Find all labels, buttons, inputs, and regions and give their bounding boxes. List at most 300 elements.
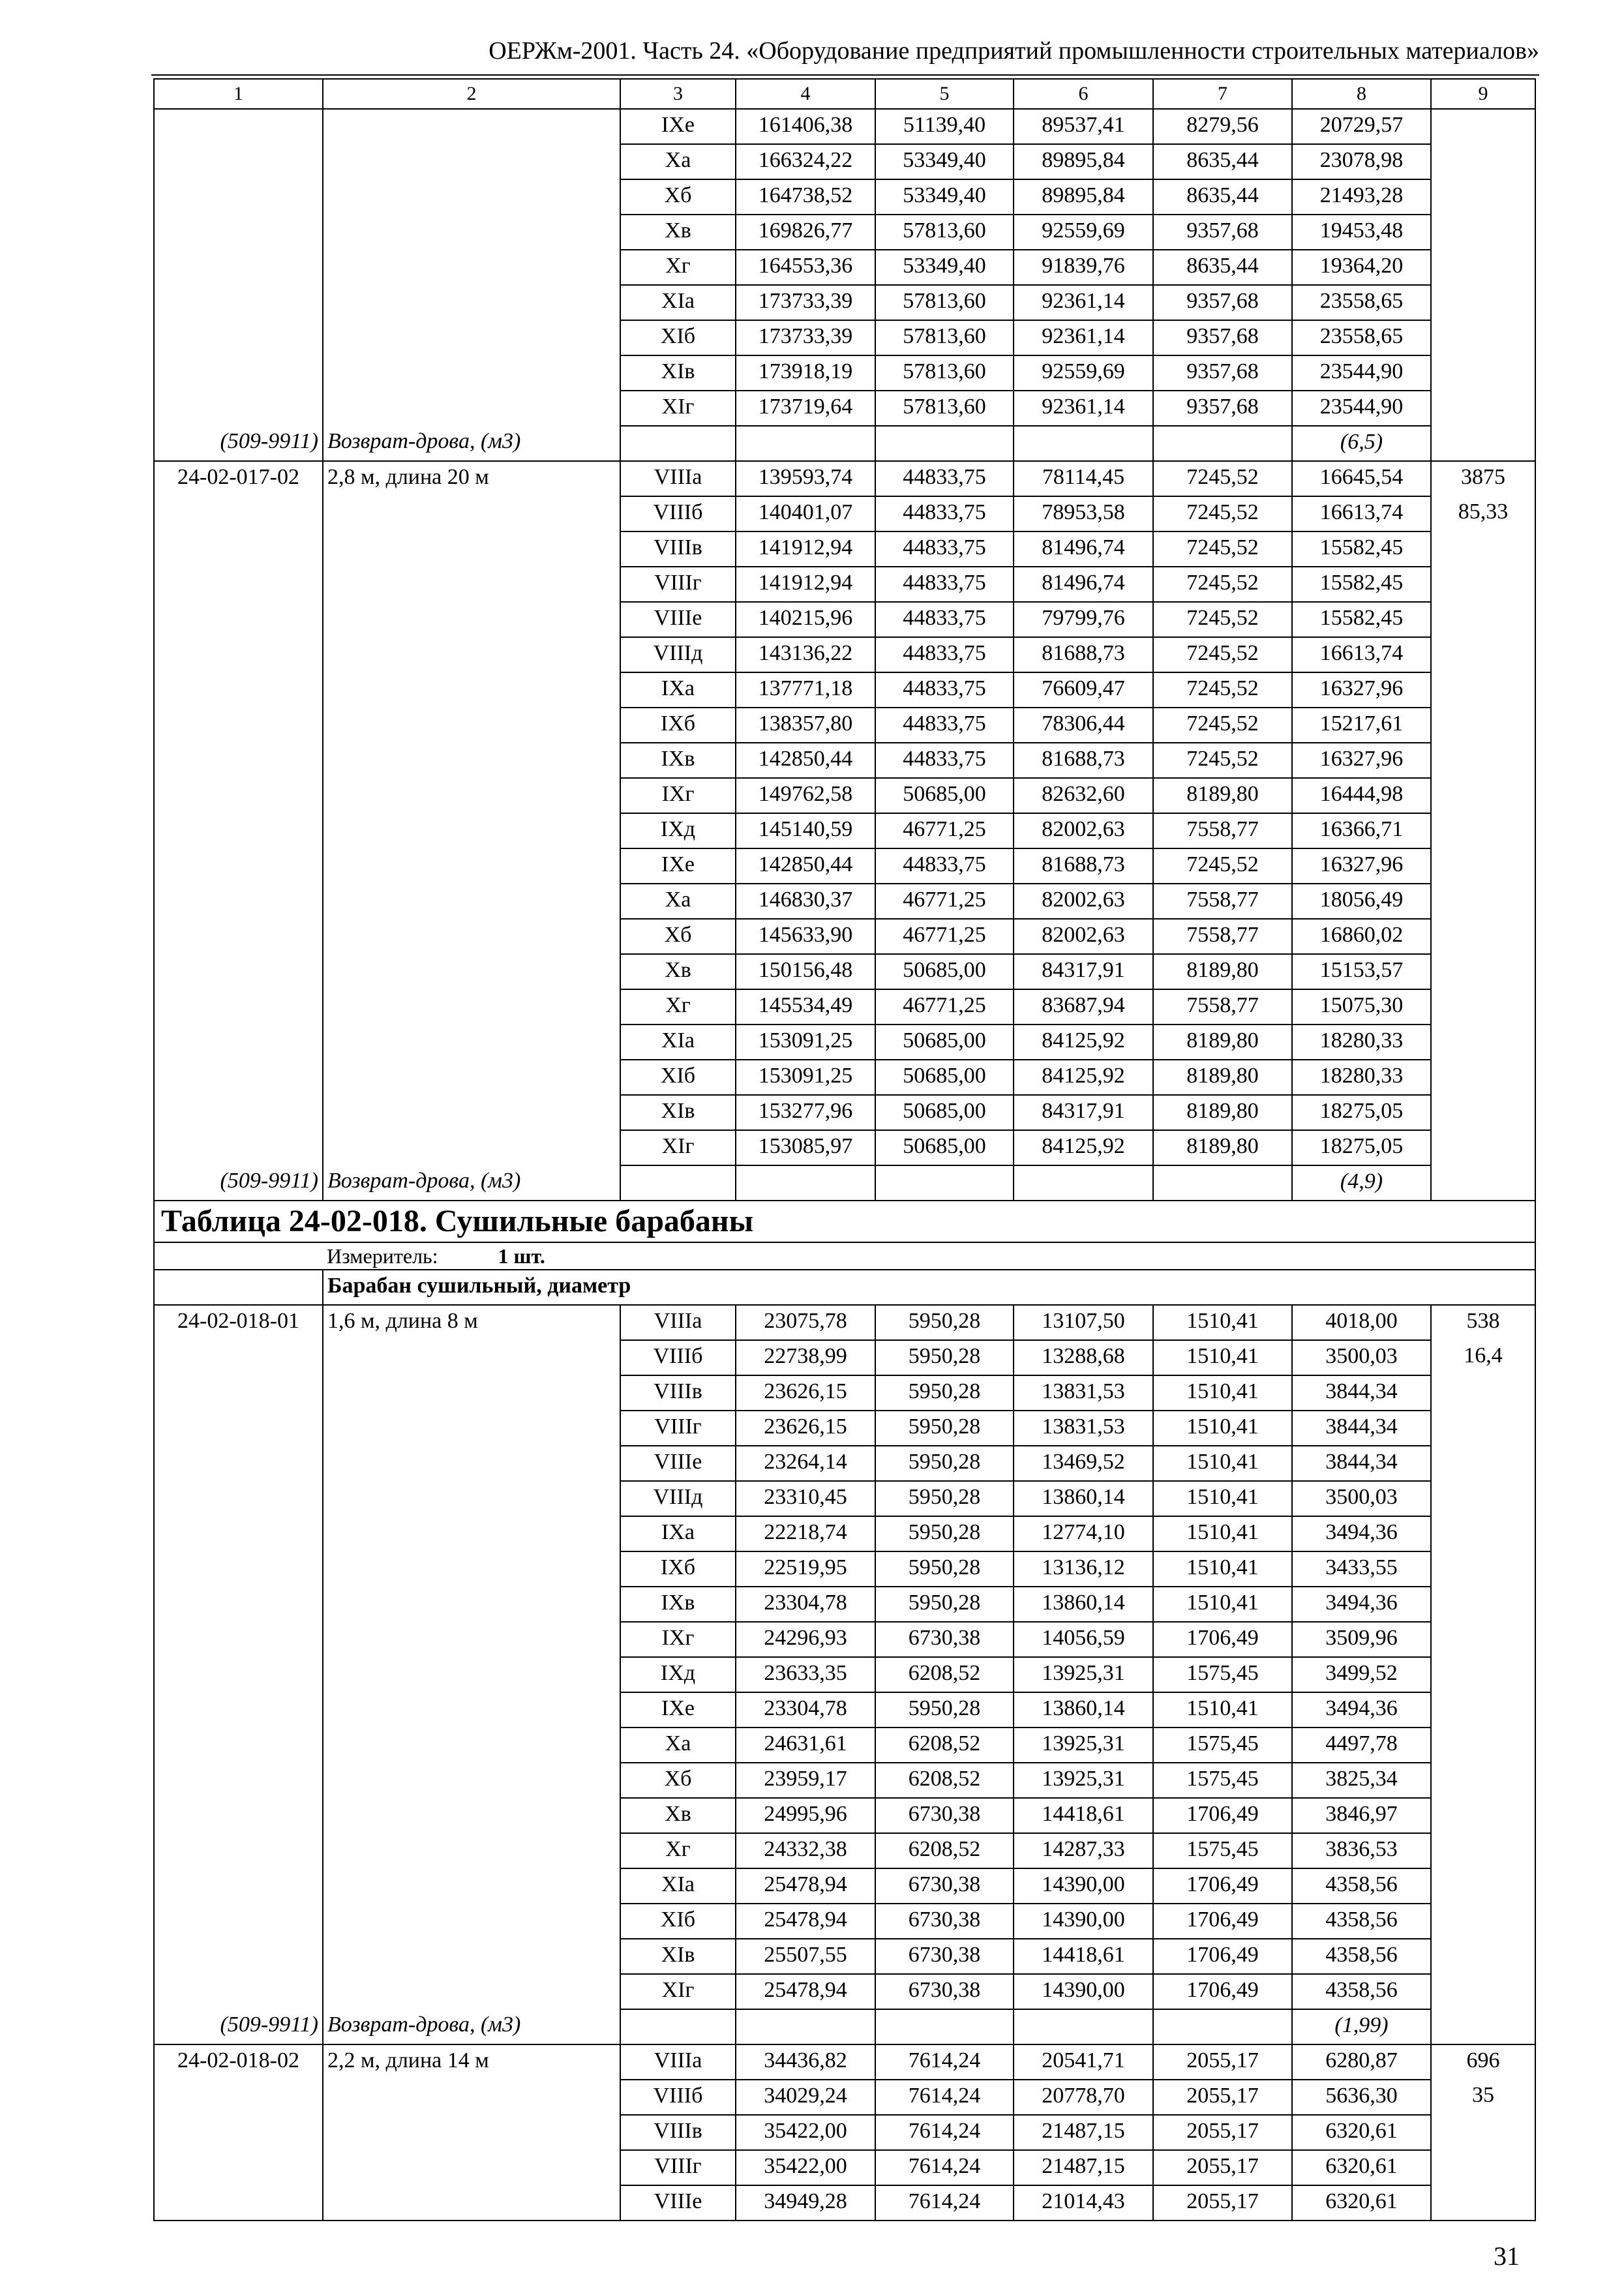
price-value-cell: 78953,58 xyxy=(1014,496,1153,531)
price-value-cell: 24631,61 xyxy=(736,1728,875,1763)
table-cell xyxy=(1153,426,1292,461)
price-value-cell: 141912,94 xyxy=(736,567,875,602)
price-value-cell: 6730,38 xyxy=(875,1868,1014,1904)
table-cell xyxy=(875,1165,1014,1201)
price-value-cell: 1706,49 xyxy=(1153,1974,1292,2009)
price-value-cell: 89537,41 xyxy=(1014,109,1153,144)
region-code-cell: VIIIб xyxy=(620,2080,736,2115)
price-table xyxy=(153,78,1536,2221)
region-code-cell: VIIIб xyxy=(620,496,736,531)
item-code-cell xyxy=(154,285,323,320)
price-value-cell: 164553,36 xyxy=(736,250,875,285)
extra-value-cell xyxy=(1431,1446,1535,1481)
price-value-cell: 5950,28 xyxy=(875,1481,1014,1516)
price-value-cell: 1575,45 xyxy=(1153,1763,1292,1798)
price-value-cell: 20541,71 xyxy=(1014,2044,1153,2080)
region-code-cell: VIIIв xyxy=(620,1375,736,1411)
price-value-cell: 57813,60 xyxy=(875,215,1014,250)
price-value-cell: 1706,49 xyxy=(1153,1904,1292,1939)
price-value-cell: 1575,45 xyxy=(1153,1728,1292,1763)
price-value-cell: 3494,36 xyxy=(1292,1516,1431,1551)
table-row xyxy=(154,708,1535,743)
extra-value-cell xyxy=(1431,1692,1535,1728)
extra-value-cell xyxy=(1431,1551,1535,1587)
price-value-cell: 1510,41 xyxy=(1153,1411,1292,1446)
price-value-cell: 57813,60 xyxy=(875,355,1014,391)
item-description-cell xyxy=(323,355,620,391)
price-value-cell: 1510,41 xyxy=(1153,1375,1292,1411)
price-value-cell: 16860,02 xyxy=(1292,919,1431,954)
item-code-cell xyxy=(154,2185,323,2221)
table-cell xyxy=(736,1165,875,1201)
price-value-cell: 44833,75 xyxy=(875,567,1014,602)
region-code-cell: Xг xyxy=(620,1833,736,1868)
extra-value-cell: 696 xyxy=(1431,2044,1535,2080)
item-code-cell: 24-02-018-02 xyxy=(154,2044,323,2080)
item-description-cell xyxy=(323,1763,620,1798)
table-row xyxy=(154,884,1535,919)
table-row xyxy=(154,2150,1535,2185)
table-cell xyxy=(875,426,1014,461)
price-value-cell: 7558,77 xyxy=(1153,989,1292,1025)
item-description-cell xyxy=(323,919,620,954)
price-value-cell: 7614,24 xyxy=(875,2080,1014,2115)
price-value-cell: 145633,90 xyxy=(736,919,875,954)
table-row xyxy=(154,2009,1535,2044)
table-row xyxy=(154,1728,1535,1763)
price-value-cell: 3509,96 xyxy=(1292,1622,1431,1657)
price-value-cell: 16327,96 xyxy=(1292,848,1431,884)
price-value-cell: 6208,52 xyxy=(875,1728,1014,1763)
item-description-cell xyxy=(323,1622,620,1657)
item-code-cell xyxy=(154,1130,323,1165)
price-value-cell: 82632,60 xyxy=(1014,778,1153,813)
price-value-cell: 53349,40 xyxy=(875,250,1014,285)
price-value-cell: 22519,95 xyxy=(736,1551,875,1587)
region-code-cell: Xб xyxy=(620,179,736,215)
price-value-cell: 14418,61 xyxy=(1014,1939,1153,1974)
region-code-cell: XIв xyxy=(620,355,736,391)
price-value-cell: 6320,61 xyxy=(1292,2150,1431,2185)
item-code-cell xyxy=(154,743,323,778)
table-row xyxy=(154,1939,1535,1974)
table-row xyxy=(154,1340,1535,1375)
item-description-cell xyxy=(323,1375,620,1411)
item-description-cell xyxy=(323,672,620,708)
price-value-cell: 92559,69 xyxy=(1014,355,1153,391)
price-value-cell: 18280,33 xyxy=(1292,1060,1431,1095)
item-description-cell xyxy=(323,1095,620,1130)
table-row xyxy=(154,1798,1535,1833)
table-cell xyxy=(736,2009,875,2044)
item-code-cell xyxy=(154,1481,323,1516)
price-value-cell: 57813,60 xyxy=(875,320,1014,355)
price-value-cell: 91839,76 xyxy=(1014,250,1153,285)
price-value-cell: 7558,77 xyxy=(1153,884,1292,919)
price-value-cell: 2055,17 xyxy=(1153,2150,1292,2185)
price-value-cell: 81496,74 xyxy=(1014,567,1153,602)
price-value-cell: 1706,49 xyxy=(1153,1939,1292,1974)
price-value-cell: 21014,43 xyxy=(1014,2185,1153,2221)
section-title: Таблица 24-02-018. Сушильные барабаны xyxy=(154,1201,1535,1242)
price-value-cell: 46771,25 xyxy=(875,884,1014,919)
price-value-cell: 9357,68 xyxy=(1153,215,1292,250)
item-code-cell xyxy=(154,179,323,215)
table-cell xyxy=(736,426,875,461)
extra-value-cell xyxy=(1431,1587,1535,1622)
extra-value-cell xyxy=(1431,567,1535,602)
price-value-cell: 8635,44 xyxy=(1153,179,1292,215)
region-code-cell: Xв xyxy=(620,1798,736,1833)
price-value-cell: 3844,34 xyxy=(1292,1411,1431,1446)
return-value-cell: (1,99) xyxy=(1292,2009,1431,2044)
region-code-cell: IXд xyxy=(620,1657,736,1692)
price-value-cell: 142850,44 xyxy=(736,743,875,778)
item-description-cell xyxy=(323,884,620,919)
price-value-cell: 23544,90 xyxy=(1292,355,1431,391)
extra-value-cell xyxy=(1431,1622,1535,1657)
item-code-cell xyxy=(154,1551,323,1587)
price-value-cell: 13107,50 xyxy=(1014,1305,1153,1340)
price-value-cell: 5950,28 xyxy=(875,1516,1014,1551)
item-code-cell xyxy=(154,1340,323,1375)
item-description-cell xyxy=(323,531,620,567)
price-value-cell: 13860,14 xyxy=(1014,1692,1153,1728)
price-value-cell: 44833,75 xyxy=(875,531,1014,567)
price-value-cell: 46771,25 xyxy=(875,813,1014,848)
table-row xyxy=(154,1622,1535,1657)
extra-value-cell xyxy=(1431,285,1535,320)
price-value-cell: 34949,28 xyxy=(736,2185,875,2221)
table-row xyxy=(154,461,1535,496)
price-value-cell: 7245,52 xyxy=(1153,531,1292,567)
header-rule xyxy=(151,74,1539,76)
price-value-cell: 81688,73 xyxy=(1014,848,1153,884)
price-value-cell: 13925,31 xyxy=(1014,1728,1153,1763)
price-value-cell: 1510,41 xyxy=(1153,1587,1292,1622)
item-code-cell: 24-02-018-01 xyxy=(154,1305,323,1340)
price-value-cell: 81688,73 xyxy=(1014,637,1153,672)
item-description-cell xyxy=(323,1446,620,1481)
item-description-cell xyxy=(323,179,620,215)
item-code-cell xyxy=(154,1516,323,1551)
item-code-cell xyxy=(154,1939,323,1974)
item-description-cell xyxy=(323,848,620,884)
table-row xyxy=(154,743,1535,778)
item-description-cell xyxy=(323,144,620,179)
region-code-cell: XIа xyxy=(620,1868,736,1904)
price-value-cell: 24332,38 xyxy=(736,1833,875,1868)
item-code-cell xyxy=(154,531,323,567)
price-value-cell: 16327,96 xyxy=(1292,672,1431,708)
extra-value-cell xyxy=(1431,1657,1535,1692)
price-value-cell: 5636,30 xyxy=(1292,2080,1431,2115)
price-value-cell: 78114,45 xyxy=(1014,461,1153,496)
item-code-cell xyxy=(154,1411,323,1446)
price-value-cell: 7245,52 xyxy=(1153,672,1292,708)
price-value-cell: 25478,94 xyxy=(736,1904,875,1939)
table-row xyxy=(154,1516,1535,1551)
price-value-cell: 3836,53 xyxy=(1292,1833,1431,1868)
price-value-cell: 5950,28 xyxy=(875,1446,1014,1481)
price-value-cell: 13860,14 xyxy=(1014,1481,1153,1516)
price-value-cell: 2055,17 xyxy=(1153,2185,1292,2221)
region-code-cell: IXе xyxy=(620,848,736,884)
price-value-cell: 3825,34 xyxy=(1292,1763,1431,1798)
price-value-cell: 6320,61 xyxy=(1292,2185,1431,2221)
price-value-cell: 7558,77 xyxy=(1153,813,1292,848)
table-row xyxy=(154,2185,1535,2221)
item-code-cell xyxy=(154,919,323,954)
region-code-cell: IXг xyxy=(620,778,736,813)
region-code-cell: XIб xyxy=(620,1060,736,1095)
table-row xyxy=(154,1833,1535,1868)
price-value-cell: 7245,52 xyxy=(1153,567,1292,602)
table-row xyxy=(154,1974,1535,2009)
item-description-cell xyxy=(323,1904,620,1939)
price-value-cell: 13925,31 xyxy=(1014,1657,1153,1692)
price-value-cell: 20729,57 xyxy=(1292,109,1431,144)
region-code-cell: Xг xyxy=(620,250,736,285)
price-value-cell: 92559,69 xyxy=(1014,215,1153,250)
table-row xyxy=(154,1095,1535,1130)
table-row xyxy=(154,1446,1535,1481)
price-value-cell: 150156,48 xyxy=(736,954,875,989)
price-value-cell: 15582,45 xyxy=(1292,567,1431,602)
extra-value-cell xyxy=(1431,672,1535,708)
price-value-cell: 149762,58 xyxy=(736,778,875,813)
table-row xyxy=(154,1025,1535,1060)
price-value-cell: 153277,96 xyxy=(736,1095,875,1130)
table-row xyxy=(154,1242,1535,1270)
return-label-cell: Возврат-дрова, (м3) xyxy=(323,2009,620,2044)
item-code-cell xyxy=(154,391,323,426)
column-number-header: 7 xyxy=(1153,79,1292,109)
price-value-cell: 6208,52 xyxy=(875,1657,1014,1692)
price-value-cell: 138357,80 xyxy=(736,708,875,743)
price-value-cell: 16366,71 xyxy=(1292,813,1431,848)
price-value-cell: 9357,68 xyxy=(1153,355,1292,391)
item-description-cell xyxy=(323,567,620,602)
price-value-cell: 13136,12 xyxy=(1014,1551,1153,1587)
table-row xyxy=(154,989,1535,1025)
item-code-cell xyxy=(154,1868,323,1904)
item-description-cell: 1,6 м, длина 8 м xyxy=(323,1305,620,1340)
table-cell xyxy=(1014,2009,1153,2044)
region-code-cell: IXа xyxy=(620,672,736,708)
extra-value-cell xyxy=(1431,743,1535,778)
region-code-cell: VIIIа xyxy=(620,461,736,496)
price-value-cell: 23078,98 xyxy=(1292,144,1431,179)
region-code-cell: XIв xyxy=(620,1095,736,1130)
table-row xyxy=(154,2080,1535,2115)
price-value-cell: 1575,45 xyxy=(1153,1657,1292,1692)
price-value-cell: 1510,41 xyxy=(1153,1692,1292,1728)
region-code-cell: XIа xyxy=(620,1025,736,1060)
extra-value-cell xyxy=(1431,1974,1535,2009)
item-code-cell xyxy=(154,1622,323,1657)
item-code-cell xyxy=(154,1375,323,1411)
price-value-cell: 22738,99 xyxy=(736,1340,875,1375)
item-description-cell xyxy=(323,215,620,250)
price-value-cell: 9357,68 xyxy=(1153,285,1292,320)
table-row xyxy=(154,1060,1535,1095)
price-value-cell: 16645,54 xyxy=(1292,461,1431,496)
price-value-cell: 173733,39 xyxy=(736,320,875,355)
price-value-cell: 8189,80 xyxy=(1153,1130,1292,1165)
price-value-cell: 3500,03 xyxy=(1292,1481,1431,1516)
extra-value-cell xyxy=(1431,2115,1535,2150)
table-row xyxy=(154,285,1535,320)
price-value-cell: 3846,97 xyxy=(1292,1798,1431,1833)
item-description-cell xyxy=(323,1798,620,1833)
region-code-cell: Xв xyxy=(620,954,736,989)
extra-value-cell xyxy=(1431,1130,1535,1165)
price-value-cell: 166324,22 xyxy=(736,144,875,179)
price-value-cell: 44833,75 xyxy=(875,672,1014,708)
price-value-cell: 7245,52 xyxy=(1153,743,1292,778)
extra-value-cell xyxy=(1431,1798,1535,1833)
price-value-cell: 84317,91 xyxy=(1014,954,1153,989)
price-value-cell: 7614,24 xyxy=(875,2185,1014,2221)
item-description-cell xyxy=(323,1587,620,1622)
price-value-cell: 23304,78 xyxy=(736,1587,875,1622)
price-value-cell: 3499,52 xyxy=(1292,1657,1431,1692)
region-code-cell: VIIIб xyxy=(620,1340,736,1375)
price-value-cell: 2055,17 xyxy=(1153,2044,1292,2080)
price-value-cell: 5950,28 xyxy=(875,1340,1014,1375)
item-description-cell xyxy=(323,1974,620,2009)
table-row xyxy=(154,778,1535,813)
column-number-header: 6 xyxy=(1014,79,1153,109)
table-row xyxy=(154,531,1535,567)
price-value-cell: 169826,77 xyxy=(736,215,875,250)
price-value-cell: 6730,38 xyxy=(875,1622,1014,1657)
price-value-cell: 34436,82 xyxy=(736,2044,875,2080)
return-value-cell: (4,9) xyxy=(1292,1165,1431,1201)
price-value-cell: 89895,84 xyxy=(1014,144,1153,179)
price-value-cell: 57813,60 xyxy=(875,285,1014,320)
item-description-cell xyxy=(323,1551,620,1587)
price-value-cell: 78306,44 xyxy=(1014,708,1153,743)
item-description-cell xyxy=(323,1939,620,1974)
price-value-cell: 15075,30 xyxy=(1292,989,1431,1025)
table-row xyxy=(154,954,1535,989)
table-row xyxy=(154,109,1535,144)
price-value-cell: 84125,92 xyxy=(1014,1060,1153,1095)
extra-value-cell xyxy=(1431,1904,1535,1939)
extra-value-cell xyxy=(1431,1833,1535,1868)
price-value-cell: 50685,00 xyxy=(875,1130,1014,1165)
column-number-header: 4 xyxy=(736,79,875,109)
table-row xyxy=(154,1411,1535,1446)
price-value-cell: 82002,63 xyxy=(1014,884,1153,919)
region-code-cell: IXа xyxy=(620,1516,736,1551)
table-row xyxy=(154,1904,1535,1939)
item-description-cell xyxy=(323,285,620,320)
price-value-cell: 137771,18 xyxy=(736,672,875,708)
item-description-cell xyxy=(323,1833,620,1868)
extra-value-cell: 85,33 xyxy=(1431,496,1535,531)
price-value-cell: 83687,94 xyxy=(1014,989,1153,1025)
price-value-cell: 23310,45 xyxy=(736,1481,875,1516)
price-value-cell: 81688,73 xyxy=(1014,743,1153,778)
price-value-cell: 140401,07 xyxy=(736,496,875,531)
price-value-cell: 14390,00 xyxy=(1014,1974,1153,2009)
extra-value-cell: 3875 xyxy=(1431,461,1535,496)
column-number-header: 5 xyxy=(875,79,1014,109)
item-code-cell xyxy=(154,989,323,1025)
price-value-cell: 7245,52 xyxy=(1153,496,1292,531)
extra-value-cell xyxy=(1431,179,1535,215)
price-value-cell: 16613,74 xyxy=(1292,637,1431,672)
price-value-cell: 23544,90 xyxy=(1292,391,1431,426)
item-code-cell xyxy=(154,813,323,848)
price-value-cell: 7245,52 xyxy=(1153,708,1292,743)
price-value-cell: 6208,52 xyxy=(875,1763,1014,1798)
item-description-cell xyxy=(323,1340,620,1375)
extra-value-cell xyxy=(1431,426,1535,461)
extra-value-cell xyxy=(1431,1025,1535,1060)
item-code-cell xyxy=(154,848,323,884)
extra-value-cell xyxy=(1431,813,1535,848)
region-code-cell: IXе xyxy=(620,1692,736,1728)
extra-value-cell xyxy=(1431,919,1535,954)
item-code-cell xyxy=(154,954,323,989)
price-value-cell: 23264,14 xyxy=(736,1446,875,1481)
item-description-cell xyxy=(323,708,620,743)
price-value-cell: 44833,75 xyxy=(875,743,1014,778)
price-value-cell: 8635,44 xyxy=(1153,144,1292,179)
price-value-cell: 139593,74 xyxy=(736,461,875,496)
price-value-cell: 23304,78 xyxy=(736,1692,875,1728)
price-value-cell: 44833,75 xyxy=(875,461,1014,496)
extra-value-cell xyxy=(1431,391,1535,426)
region-code-cell: VIIIа xyxy=(620,2044,736,2080)
extra-value-cell xyxy=(1431,250,1535,285)
price-value-cell: 146830,37 xyxy=(736,884,875,919)
table-row xyxy=(154,1270,1535,1305)
item-code-cell xyxy=(154,1095,323,1130)
return-label-cell: Возврат-дрова, (м3) xyxy=(323,1165,620,1201)
region-code-cell: Xа xyxy=(620,144,736,179)
item-code-cell xyxy=(154,1974,323,2009)
item-description-cell xyxy=(323,1481,620,1516)
price-value-cell: 7245,52 xyxy=(1153,602,1292,637)
table-row xyxy=(154,602,1535,637)
price-value-cell: 3494,36 xyxy=(1292,1587,1431,1622)
item-code-cell xyxy=(154,567,323,602)
price-value-cell: 34029,24 xyxy=(736,2080,875,2115)
price-value-cell: 7245,52 xyxy=(1153,461,1292,496)
price-value-cell: 5950,28 xyxy=(875,1551,1014,1587)
price-value-cell: 9357,68 xyxy=(1153,391,1292,426)
item-code-cell xyxy=(154,1798,323,1833)
price-value-cell: 89895,84 xyxy=(1014,179,1153,215)
table-cell xyxy=(1153,2009,1292,2044)
price-value-cell: 3500,03 xyxy=(1292,1340,1431,1375)
price-value-cell: 1510,41 xyxy=(1153,1516,1292,1551)
price-value-cell: 6208,52 xyxy=(875,1833,1014,1868)
extra-value-cell: 16,4 xyxy=(1431,1340,1535,1375)
price-value-cell: 5950,28 xyxy=(875,1692,1014,1728)
table-cell xyxy=(620,1165,736,1201)
item-description-cell xyxy=(323,320,620,355)
column-number-header: 3 xyxy=(620,79,736,109)
extra-value-cell xyxy=(1431,1095,1535,1130)
price-value-cell: 23633,35 xyxy=(736,1657,875,1692)
table-cell xyxy=(154,1270,323,1305)
